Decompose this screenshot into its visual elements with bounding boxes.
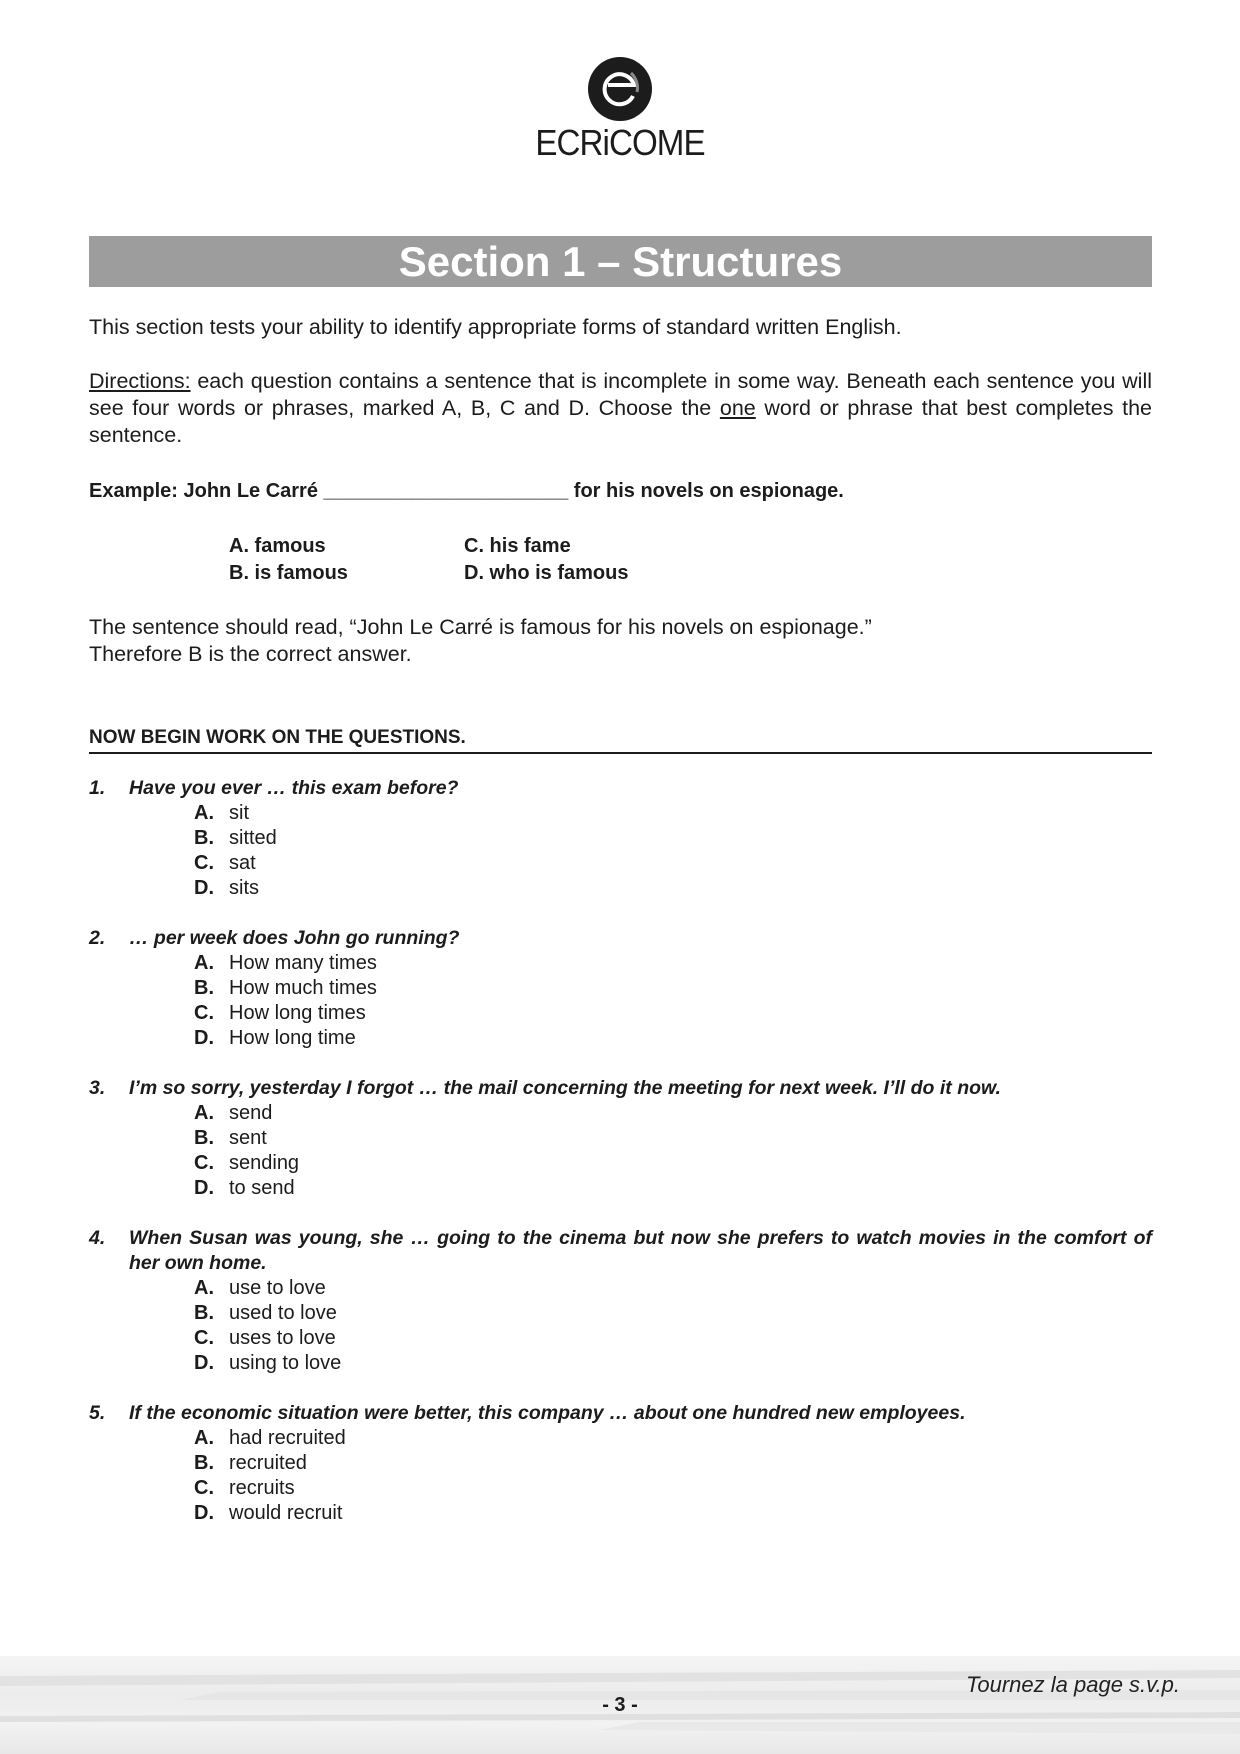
option-letter: A. bbox=[194, 1102, 214, 1124]
question-text: When Susan was young, she … going to the cinema but now she prefers to watch movies in the comfort of her own home. bbox=[129, 1227, 1152, 1274]
logo-wordmark: ECRiCOME bbox=[535, 122, 705, 163]
option-letter: C. bbox=[194, 1477, 214, 1499]
answer-option-d[interactable] bbox=[194, 1501, 1152, 1526]
example-option-a: A. famous bbox=[229, 535, 326, 557]
answer-option-a[interactable] bbox=[194, 1101, 1152, 1126]
question-4 bbox=[89, 1226, 1152, 1376]
answer-option-d[interactable] bbox=[194, 1351, 1152, 1376]
option-text: How long times bbox=[229, 1002, 366, 1024]
option-letter: D. bbox=[194, 1352, 214, 1374]
option-text: uses to love bbox=[229, 1327, 336, 1349]
option-text: would recruit bbox=[229, 1502, 343, 1524]
example-option-d: D. who is famous bbox=[464, 562, 629, 584]
example-option-c: C. his fame bbox=[464, 535, 571, 557]
option-letter: B. bbox=[194, 1452, 214, 1474]
option-text: sending bbox=[229, 1152, 300, 1174]
example-sentence: Example: John Le Carré ______________________ for his novels on espionage. bbox=[89, 480, 844, 502]
option-text: sits bbox=[229, 877, 259, 899]
directions-paragraph bbox=[89, 368, 1152, 449]
option-text: sitted bbox=[229, 827, 277, 849]
option-text: sat bbox=[229, 852, 256, 874]
ecricome-logo bbox=[0, 56, 1240, 164]
option-letter: D. bbox=[194, 877, 214, 899]
question-text: Have you ever … this exam before? bbox=[129, 777, 459, 799]
question-number: 4. bbox=[89, 1227, 106, 1249]
question-text: I’m so sorry, yesterday I forgot … the mail concerning the meeting for next week. I’ll do it now. bbox=[129, 1077, 1001, 1099]
question-number: 2. bbox=[89, 927, 106, 949]
option-letter: A. bbox=[194, 952, 214, 974]
option-text: used to love bbox=[229, 1302, 337, 1324]
option-letter: A. bbox=[194, 1277, 214, 1299]
option-letter: D. bbox=[194, 1502, 214, 1524]
answer-option-d[interactable] bbox=[194, 1176, 1152, 1201]
option-letter: D. bbox=[194, 1177, 214, 1199]
answer-options bbox=[194, 951, 1152, 1051]
section-title: Section 1 – Structures bbox=[89, 236, 1152, 287]
answer-option-c[interactable] bbox=[194, 1326, 1152, 1351]
example-explanation-line-1: The sentence should read, “John Le Carré is famous for his novels on espionage.” bbox=[89, 615, 872, 639]
answer-option-b[interactable] bbox=[194, 1301, 1152, 1326]
option-text: sit bbox=[229, 802, 249, 824]
answer-option-d[interactable] bbox=[194, 876, 1152, 901]
answer-option-a[interactable] bbox=[194, 1276, 1152, 1301]
option-letter: C. bbox=[194, 1152, 214, 1174]
option-letter: A. bbox=[194, 802, 214, 824]
answer-option-c[interactable] bbox=[194, 851, 1152, 876]
option-letter: C. bbox=[194, 1327, 214, 1349]
answer-option-c[interactable] bbox=[194, 1001, 1152, 1026]
example-option-b: B. is famous bbox=[229, 562, 348, 584]
question-3 bbox=[89, 1076, 1152, 1201]
option-letter: B. bbox=[194, 827, 214, 849]
option-text: using to love bbox=[229, 1352, 342, 1374]
option-text: How long time bbox=[229, 1027, 356, 1049]
answer-option-b[interactable] bbox=[194, 1126, 1152, 1151]
question-text: If the economic situation were better, this company … about one hundred new employees. bbox=[129, 1402, 966, 1424]
directions-text-after: word or phrase that best completes the sentence. bbox=[89, 396, 1152, 447]
option-text: How many times bbox=[229, 952, 377, 974]
question-5 bbox=[89, 1401, 1152, 1526]
option-text: send bbox=[229, 1102, 273, 1124]
question-text: … per week does John go running? bbox=[129, 927, 460, 949]
option-text: sent bbox=[229, 1127, 267, 1149]
section-intro: This section tests your ability to identify appropriate forms of standard written English. bbox=[89, 315, 902, 339]
page-number: - 3 - bbox=[602, 1694, 638, 1716]
directions-label: Directions: bbox=[89, 369, 191, 393]
option-letter: B. bbox=[194, 977, 214, 999]
option-letter: C. bbox=[194, 852, 214, 874]
option-text: How much times bbox=[229, 977, 377, 999]
begin-questions-heading: NOW BEGIN WORK ON THE QUESTIONS. bbox=[89, 726, 1152, 754]
example-explanation-line-2: Therefore B is the correct answer. bbox=[89, 642, 412, 666]
question-number: 1. bbox=[89, 777, 106, 799]
option-letter: B. bbox=[194, 1302, 214, 1324]
answer-option-d[interactable] bbox=[194, 1026, 1152, 1051]
option-text: to send bbox=[229, 1177, 295, 1199]
option-letter: C. bbox=[194, 1002, 214, 1024]
directions-text-before: each question contains a sentence that is incomplete in some way. Beneath each sentence you will see four words or phrases, marked A, B, C and D. Choose the bbox=[89, 369, 1152, 420]
directions-underlined-word: one bbox=[719, 396, 756, 420]
option-letter: B. bbox=[194, 1127, 214, 1149]
question-2 bbox=[89, 926, 1152, 1051]
question-number: 3. bbox=[89, 1077, 106, 1099]
option-text: had recruited bbox=[229, 1427, 346, 1449]
answer-option-c[interactable] bbox=[194, 1476, 1152, 1501]
answer-options bbox=[194, 1101, 1152, 1201]
option-text: use to love bbox=[229, 1277, 326, 1299]
answer-option-a[interactable] bbox=[194, 801, 1152, 826]
option-letter: A. bbox=[194, 1427, 214, 1449]
option-text: recruits bbox=[229, 1477, 295, 1499]
answer-options bbox=[194, 1426, 1152, 1526]
answer-option-a[interactable] bbox=[194, 1426, 1152, 1451]
ecricome-e-logo-icon bbox=[587, 56, 653, 122]
answer-option-c[interactable] bbox=[194, 1151, 1152, 1176]
answer-option-a[interactable] bbox=[194, 951, 1152, 976]
answer-option-b[interactable] bbox=[194, 1451, 1152, 1476]
example-explanation bbox=[89, 614, 1152, 668]
question-1 bbox=[89, 776, 1152, 901]
option-letter: D. bbox=[194, 1027, 214, 1049]
answer-option-b[interactable] bbox=[194, 976, 1152, 1001]
question-number: 5. bbox=[89, 1402, 106, 1424]
answer-option-b[interactable] bbox=[194, 826, 1152, 851]
answer-options bbox=[194, 1276, 1152, 1376]
answer-options bbox=[194, 801, 1152, 901]
option-text: recruited bbox=[229, 1452, 307, 1474]
turn-page-note: Tournez la page s.v.p. bbox=[965, 1672, 1180, 1697]
